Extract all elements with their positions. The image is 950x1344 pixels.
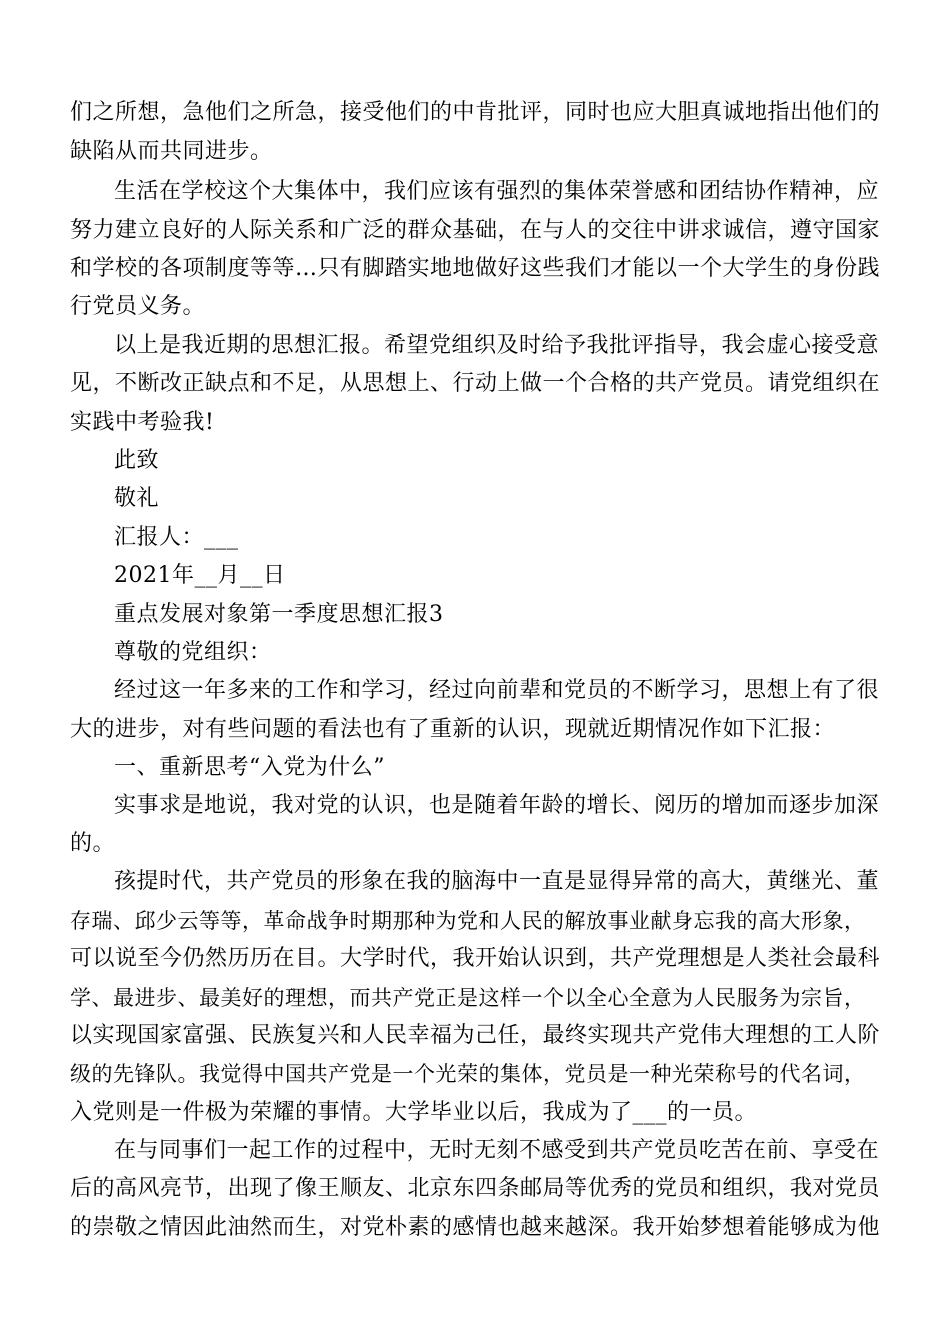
text-line: 和学校的各项制度等等…只有脚踏实地地做好这些我们才能以一个大学生的身份践 <box>70 256 881 281</box>
text-line: 以上是我近期的思想汇报。希望党组织及时给予我批评指导，我会虚心接受意 <box>114 333 880 358</box>
text-line: 存瑞、邱少云等等，革命战争时期那种为党和人民的解放事业献身忘我的高大形象， <box>70 909 866 933</box>
text-line: 在与同事们一起工作的过程中，无时无刻不感受到共产党员吃苦在前、享受在 <box>114 1138 880 1163</box>
text-line: 汇报人：___ <box>114 525 239 550</box>
text-line: 们之所想，急他们之所急，接受他们的中肯批评，同时也应大胆真诚地指出他们的 <box>70 100 881 125</box>
text-line: 此致 <box>114 448 160 473</box>
text-line: 尊敬的党组织： <box>114 640 272 665</box>
text-line: 孩提时代，共产党员的形象在我的脑海中一直是显得异常的高大，黄继光、董 <box>114 869 880 894</box>
text-line: 大的进步，对有些问题的看法也有了重新的认识，现就近期情况作如下汇报： <box>70 717 836 742</box>
text-line: 努力建立良好的人际关系和广泛的群众基础，在与人的交往中讲求诚信，遵守国家 <box>70 218 881 243</box>
text-line: 敬礼 <box>114 486 160 511</box>
text-line: 2021年__月__日 <box>114 563 286 588</box>
text-line: 经过这一年多来的工作和学习，经过向前辈和党员的不断学习，思想上有了很 <box>114 678 880 703</box>
text-line: 入党则是一件极为荣耀的事情。大学毕业以后，我成为了___的一员。 <box>70 1100 758 1125</box>
text-line: 后的高风亮节，出现了像王顺友、北京东四条邮局等优秀的党员和组织，我对党员 <box>70 1176 881 1201</box>
text-line: 实践中考验我! <box>70 410 215 435</box>
text-line: 可以说至今仍然历历在目。大学时代，我开始认识到，共产党理想是人类社会最科 <box>70 946 881 971</box>
text-line: 见，不断改正缺点和不足，从思想上、行动上做一个合格的共产党员。请党组织在 <box>70 371 881 396</box>
text-line: 一、重新思考“入党为什么” <box>114 755 385 780</box>
text-line: 行党员义务。 <box>70 294 206 319</box>
text-line: 级的先锋队。我觉得中国共产党是一个光荣的集体，党员是一种光荣称号的代名词， <box>70 1062 866 1086</box>
text-line: 的。 <box>70 831 116 856</box>
text-line: 重点发展对象第一季度思想汇报3 <box>114 602 444 627</box>
text-line: 实事求是地说，我对党的认识，也是随着年龄的增长、阅历的增加而逐步加深 <box>114 793 880 818</box>
text-line: 的崇敬之情因此油然而生，对党朴素的感情也越来越深。我开始梦想着能够成为他 <box>70 1215 881 1240</box>
text-line: 学、最进步、最美好的理想，而共产党正是这样一个以全心全意为人民服务为宗旨， <box>70 986 866 1010</box>
text-line: 以实现国家富强、民族复兴和人民幸福为己任，最终实现共产党伟大理想的工人阶 <box>70 1023 881 1048</box>
text-line: 生活在学校这个大集体中，我们应该有强烈的集体荣誉感和团结协作精神，应 <box>114 179 880 204</box>
text-line: 缺陷从而共同进步。 <box>70 139 273 164</box>
